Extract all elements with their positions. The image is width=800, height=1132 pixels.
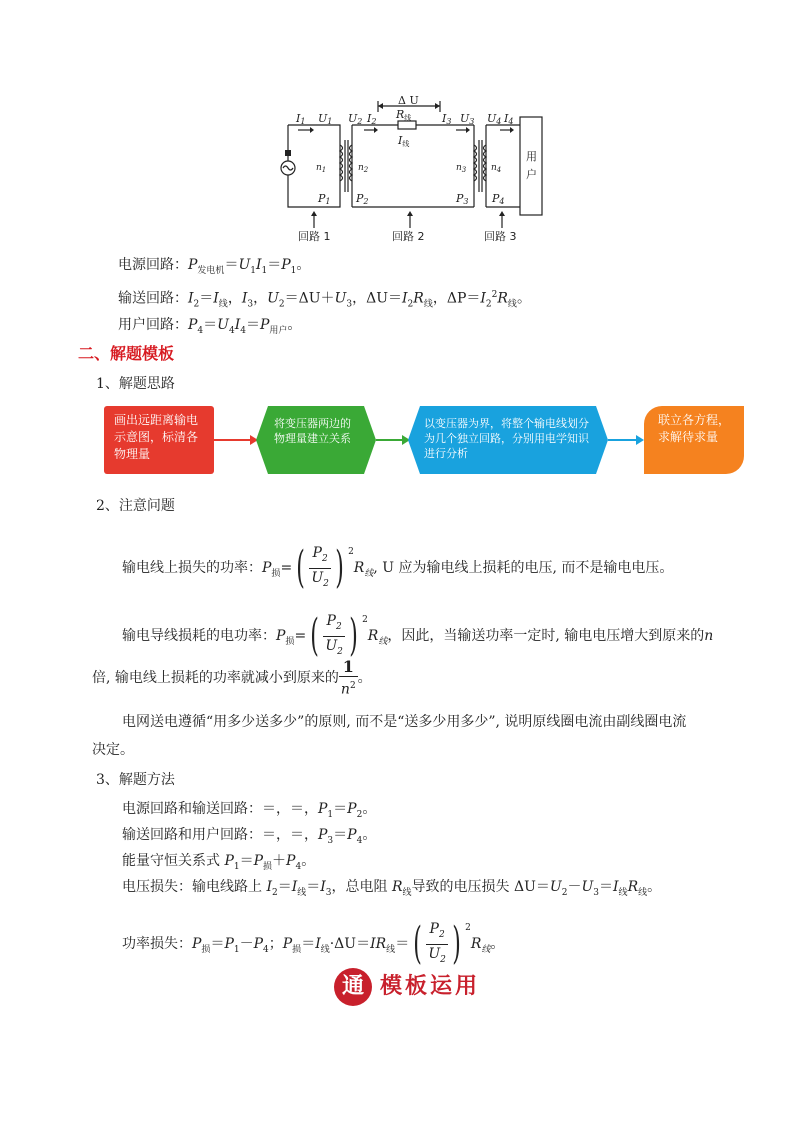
eq-source-loop: 电源回路：$P_{发电机}=U_1I_1=P_1$。: [118, 257, 311, 276]
svg-text:I3: I3: [442, 112, 452, 126]
label-user-1: 用: [526, 150, 537, 163]
note-reduction: 倍, 输电线上损耗的功率就减小到原来的 $\frac{1}{n^2}$ 。: [92, 656, 372, 698]
label-delta-u: Δ U: [398, 94, 419, 107]
note-grid-principle-cont: 决定。: [92, 742, 134, 758]
method-line-1: 电源回路和输送回路：＝，＝，$P_1=P_2$。: [122, 801, 377, 820]
arrow-icon: [376, 434, 410, 446]
svg-text:I4: I4: [504, 112, 514, 126]
label-i1: I: [296, 112, 301, 125]
svg-text:P1: P1: [318, 192, 331, 206]
note-grid-principle: 电网送电遵循“用多少送多少”的原则, 而不是“送多少用多少”, 说明原线圈电流由副线圈电流: [122, 714, 687, 730]
seal-icon: 通: [334, 968, 372, 1006]
eq-user-loop: 用户回路：$P_4=U_4I_4=P_{用户}$。: [118, 317, 302, 336]
arrow-icon: [214, 434, 258, 446]
svg-text:n3: $n_3$: [456, 163, 467, 174]
flow-step-3: 以变压器为界，将整个输电线划分为几个独立回路，分别用电学知识进行分析: [424, 417, 589, 460]
svg-text:R线: R线: [396, 108, 412, 122]
transmission-circuit-diagram: [270, 90, 550, 245]
svg-text:U1: U1: [318, 112, 333, 126]
note-power-loss: 输电线上损失的功率：$P_损=$( $\frac{P_2}{U_2}$ ) $^2R_线$, U 应为输电线上损耗的电压, 而不是输电电压。: [122, 542, 674, 593]
svg-text:I2: I2: [367, 112, 377, 126]
subsection-2-title: 2、注意问题: [96, 498, 175, 514]
svg-text:U2: U2: [348, 112, 363, 126]
svg-text:n2: $n_2$: [358, 163, 369, 174]
note-wire-loss: 输电导线损耗的电功率：$P_损=$( $\frac{P_2}{U_2}$ ) $^2R_线$，因此，当输送功率一定时, 输电电压增大到原来的n: [122, 610, 714, 661]
svg-text:P3: P3: [456, 192, 469, 206]
flow-step-1: 画出远距离输电示意图，标清各物理量: [104, 406, 214, 474]
loop-label-1: 回路 1: [298, 230, 331, 243]
template-usage-banner: [334, 966, 494, 1010]
method-line-3: 能量守恒关系式 $P_1=P_损+P_4$。: [122, 853, 316, 872]
svg-text:P2: P2: [356, 192, 369, 206]
svg-text:I1: I1: [296, 112, 306, 126]
subsection-3-title: 3、解题方法: [96, 772, 175, 788]
svg-text:U4: U4: [487, 112, 502, 126]
banner-title: 模板运用: [380, 974, 481, 999]
loop-label-3: 回路 3: [484, 230, 517, 243]
eq-transfer-loop: 输送回路：$I_2=I_线$，$I_3$，$U_2=\Delta U+U_3$，$\Delta U=I_2R_线$，$\Delta P=I_2^2R_线$。: [118, 290, 531, 310]
svg-text:n4: $n_4$: [491, 163, 502, 174]
flow-step-4: 联立各方程，求解待求量: [644, 406, 744, 474]
method-line-2: 输送回路和用户回路：＝，＝，$P_3=P_4$。: [122, 827, 377, 846]
svg-text:P4: P4: [492, 192, 505, 206]
arrow-icon: [608, 434, 644, 446]
svg-text:n1: $n_1$: [316, 163, 327, 174]
section-heading: 二、解题模板: [78, 344, 175, 363]
svg-text:U3: U3: [460, 112, 475, 126]
method-line-4: 电压损失：输电线路上 $I_2=I_线=I_3$，总电阻 $R_线$导致的电压损失 $\Delta U=U_2-U_3=I_线R_线$。: [122, 879, 662, 898]
subsection-1-title: 1、解题思路: [96, 376, 175, 392]
flow-step-2: 将变压器两边的物理量建立关系: [274, 417, 351, 445]
loop-label-2: 回路 2: [392, 230, 425, 243]
svg-text:I线: I线: [398, 134, 410, 148]
method-line-5: 功率损失：$P_损=P_1-P_4$；$P_损=I_线\cdot\Delta U=IR_线=$( $\frac{P_2}{U_2}$ ) $^2R_线$。: [122, 918, 505, 969]
label-user-2: 户: [526, 168, 537, 181]
